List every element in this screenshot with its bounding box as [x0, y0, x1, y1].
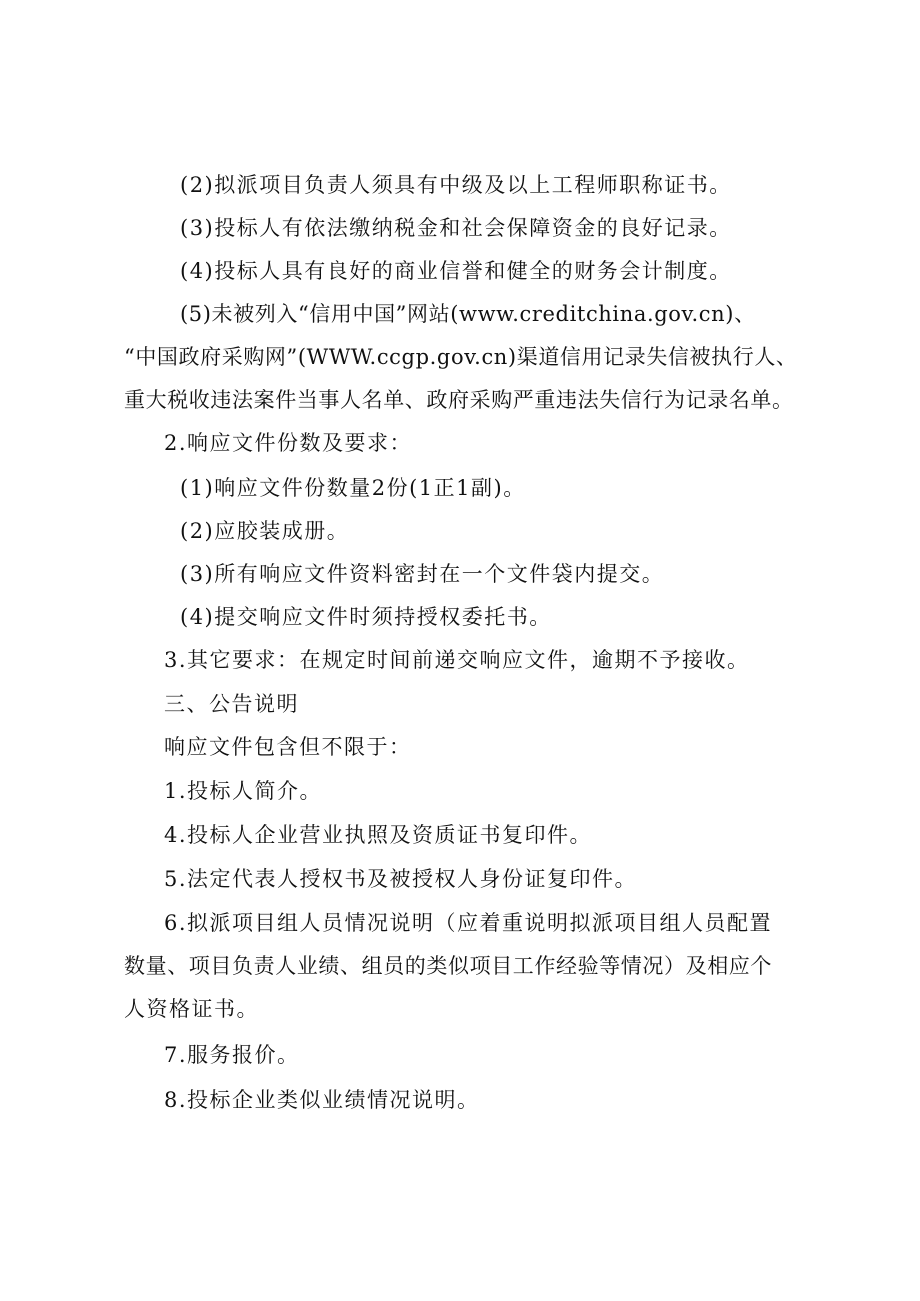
text-line: 人资格证书。 — [124, 997, 259, 1021]
text-line: (3)所有响应文件资料密封在一个文件袋内提交。 — [180, 562, 665, 586]
text-line: 数量、项目负责人业绩、组员的类似项目工作经验等情况）及相应个 — [124, 954, 772, 978]
text-line: 响应文件包含但不限于： — [164, 735, 412, 759]
list-item: 6.拟派项目组人员情况说明（应着重说明拟派项目组人员配置 — [164, 911, 773, 935]
text-line: 重大税收违法案件当事人名单、政府采购严重违法失信行为记录名单。 — [124, 388, 794, 412]
list-item: 7.服务报价。 — [164, 1043, 300, 1067]
text-line: (4)投标人具有良好的商业信誉和健全的财务会计制度。 — [180, 259, 732, 283]
list-item: 1.投标人简介。 — [164, 779, 323, 803]
section-heading: 三、公告说明 — [164, 692, 299, 716]
text-line: (1)响应文件份数量2份(1正1副)。 — [180, 476, 526, 500]
text-line: (2)应胶装成册。 — [180, 519, 350, 543]
text-line: (3)投标人有依法缴纳税金和社会保障资金的良好记录。 — [180, 216, 732, 240]
section-heading: 2.响应文件份数及要求： — [164, 431, 413, 455]
list-item: 8.投标企业类似业绩情况说明。 — [164, 1088, 480, 1112]
text-line: (2)拟派项目负责人须具有中级及以上工程师职称证书。 — [180, 173, 732, 197]
list-item: 5.法定代表人授权书及被授权人身份证复印件。 — [164, 867, 638, 891]
section-heading: 3.其它要求：在规定时间前递交响应文件，逾期不予接收。 — [164, 648, 750, 672]
list-item: 4.投标人企业营业执照及资质证书复印件。 — [164, 823, 593, 847]
text-line: “中国政府采购网”(WWW.ccgp.gov.cn)渠道信用记录失信被执行人、 — [124, 345, 798, 369]
text-line: (5)未被列入“信用中国”网站(www.creditchina.gov.cn)、 — [180, 302, 756, 326]
text-line: (4)提交响应文件时须持授权委托书。 — [180, 605, 552, 629]
